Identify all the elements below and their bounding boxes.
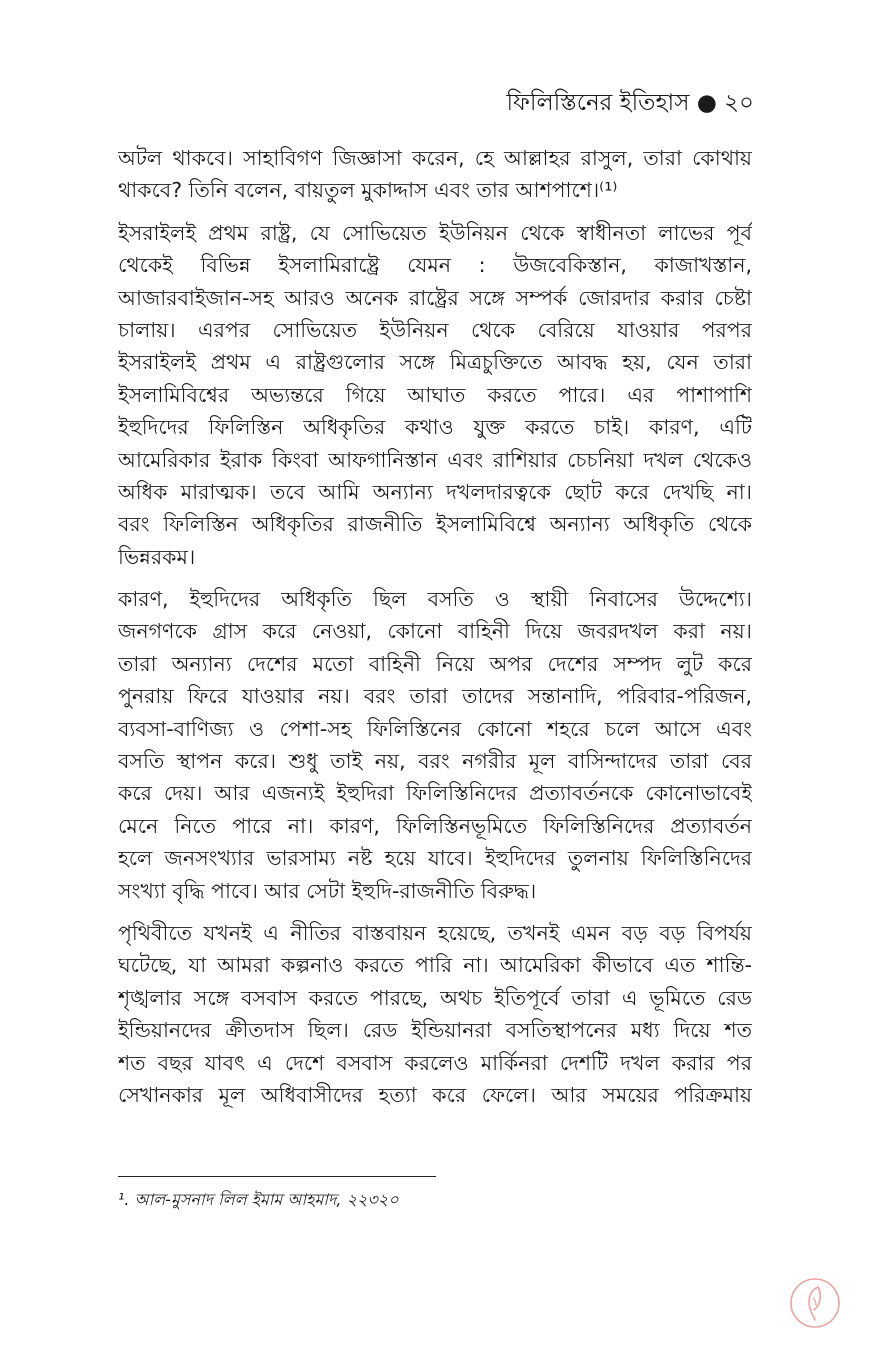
text-line: আজারবাইজান-সহ আরও অনেক রাষ্ট্রের সঙ্গে সম্পর্ক জোরদার করার চেষ্টা [118,285,752,310]
text-line: মেনে নিতে পারে না। কারণ, ফিলিস্তিনভূমিতে ফিলিস্তিনিদের প্রত্যাবর্তন [118,813,752,838]
paragraph-2 [118,217,752,573]
running-header: ফিলিস্তিনের ইতিহাস ● ২০ [506,90,754,116]
text-line: থেকেই বিভিন্ন ইসলামিরাষ্ট্রে যেমন : উজবেকিস্তান, কাজাখস্তান, [118,253,752,278]
text-line: ঘটেছে, যা আমরা কল্পনাও করতে পারি না। আমেরিকা কীভাবে এত শান্তি- [118,953,752,978]
text-line: বরং ফিলিস্তিন অধিকৃতির রাজনীতি ইসলামিবিশ্বে অন্যান্য অধিকৃতি থেকে [118,512,752,537]
text-line: হলে জনসংখ্যার ভারসাম্য নষ্ট হয়ে যাবে। ইহুদিদের তুলনায় ফিলিস্তিনিদের [118,846,752,871]
footnote: ¹. আল-মুসনাদ লিল ইমাম আহমাদ, ২২৩২০ [118,1190,399,1209]
text-line: ব্যবসা-বাণিজ্য ও পেশা-সহ ফিলিস্তিনের কোনো শহরে চলে আসে এবং [118,716,752,741]
text-line: জনগণকে গ্রাস করে নেওয়া, কোনো বাহিনী দিয়ে জবরদখল করা নয়। [118,619,752,644]
text-line: চালায়। এরপর সোভিয়েত ইউনিয়ন থেকে বেরিয়ে যাওয়ার পরপর [118,317,752,342]
text-line: আমেরিকার ইরাক কিংবা আফগানিস্তান এবং রাশিয়ার চেচনিয়া দখল থেকেও [118,447,752,472]
text-line: তারা অন্যান্য দেশের মতো বাহিনী নিয়ে অপর দেশের সম্পদ লুট করে [118,651,752,676]
text-line: শত বছর যাবৎ এ দেশে বসবাস করলেও মার্কিনরা দেশটি দখল করার পর [118,1050,752,1075]
text-line: ভিন্নরকম। [118,544,196,569]
text-line: পুনরায় ফিরে যাওয়ার নয়। বরং তারা তাদের সন্তানাদি, পরিবার-পরিজন, [118,684,752,709]
paragraph-3 [118,583,752,907]
text-line: কারণ, ইহুদিদের অধিকৃতি ছিল বসতি ও স্থায়ী নিবাসের উদ্দেশ্যে। [118,587,752,612]
text-line: অটল থাকবে। সাহাবিগণ জিজ্ঞাসা করেন, হে আল্লাহর রাসুল, তারা কোথায় [118,146,752,170]
text-line: সেখানকার মূল অধিবাসীদের হত্যা করে ফেলে। আর সময়ের পরিক্রমায় [118,1082,752,1107]
text-line: ইসরাইলই প্রথম রাষ্ট্র, যে সোভিয়েত ইউনিয়ন থেকে স্বাধীনতা লাভের পূর্ব [118,220,752,245]
paragraph-4 [118,917,752,1111]
text-line: পৃথিবীতে যখনই এ নীতির বাস্তবায়ন হয়েছে, তখনই এমন বড় বড় বিপর্যয় [118,920,752,945]
text-line: থাকবে? তিনি বলেন, বায়তুল মুকাদ্দাস এবং তার আশপাশে।⁽¹⁾ [118,178,618,203]
paragraph-1 [118,142,752,207]
text-line: বসতি স্থাপন করে। শুধু তাই নয়, বরং নগরীর মূল বাসিন্দাদের তারা বের [118,749,752,774]
quill-logo-icon [788,1276,842,1330]
text-line: ইহুদিদের ফিলিস্তিন অধিকৃতির কথাও যুক্ত করতে চাই। কারণ, এটি [118,415,752,440]
text-line: ইসলামিবিশ্বের অভ্যন্তরে গিয়ে আঘাত করতে পারে। এর পাশাপাশি [118,382,752,407]
text-line: সংখ্যা বৃদ্ধি পাবে। আর সেটা ইহুদি-রাজনীতি বিরুদ্ধ। [118,878,537,903]
body-text [118,142,752,1121]
text-line: করে দেয়। আর এজন্যই ইহুদিরা ফিলিস্তিনিদের প্রত্যাবর্তনকে কোনোভাবেই [118,781,752,806]
text-line: অধিক মারাত্মক। তবে আমি অন্যান্য দখলদারত্বকে ছোট করে দেখছি না। [118,479,752,504]
text-line: ইসরাইলই প্রথম এ রাষ্ট্রগুলোর সঙ্গে মিত্রচুক্তিতে আবদ্ধ হয়, যেন তারা [118,350,752,375]
text-line: শৃঙ্খলার সঙ্গে বসবাস করতে পারছে, অথচ ইতিপূর্বে তারা এ ভূমিতে রেড [118,985,752,1010]
footnote-divider [118,1176,436,1177]
text-line: ইন্ডিয়ানদের ক্রীতদাস ছিল। রেড ইন্ডিয়ানরা বসতিস্থাপনের মধ্য দিয়ে শত [118,1018,752,1043]
